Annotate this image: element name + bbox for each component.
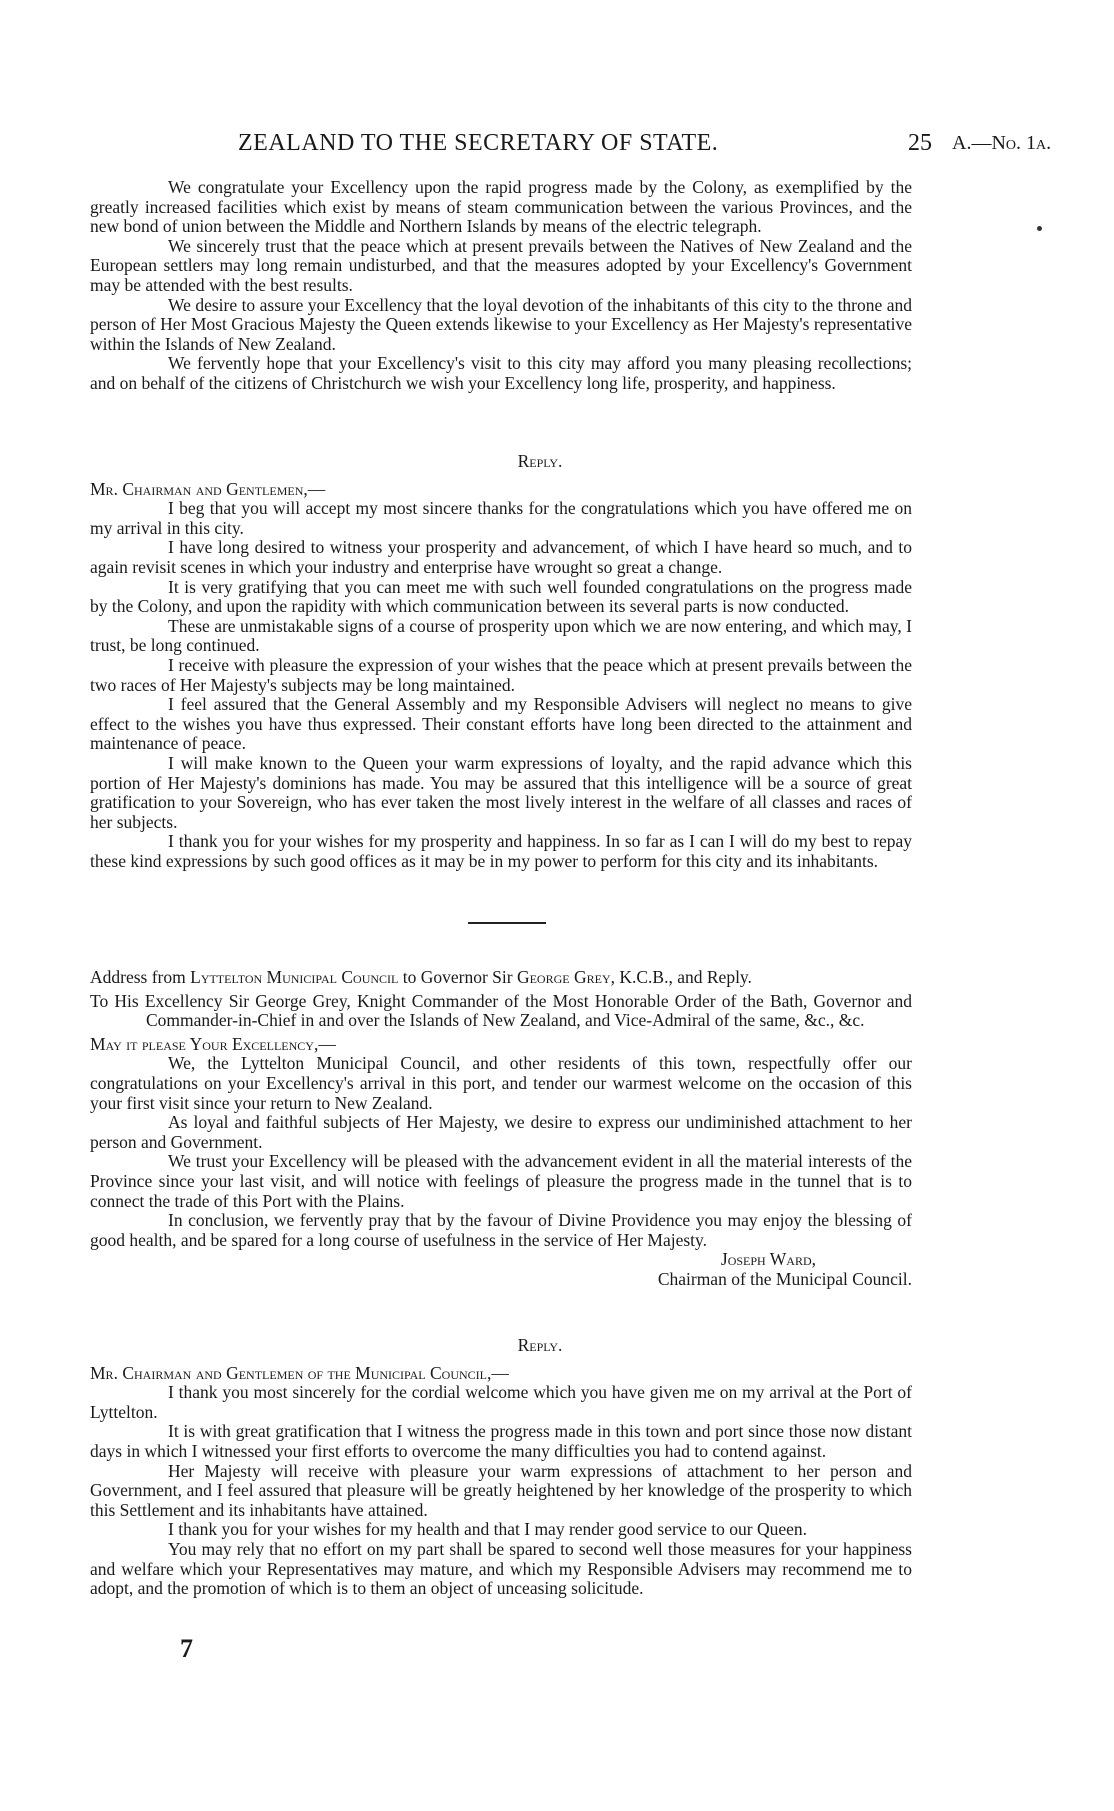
paragraph: We trust your Excellency will be pleased with the advancement evident in all the material interests of the Province since your last visit, and will notice with feelings of pleasure the progress made in the tunnel that is to connect the trade of this Port with the Plains.: [90, 1151, 912, 1211]
reply-heading: Reply.: [517, 1335, 563, 1355]
address-continuation: [90, 178, 912, 394]
paragraph: You may rely that no effort on my part shall be spared to second well those measures for your happiness and welfare which your Representatives may mature, and which my Responsible Advisers may recommend me to adopt, and the promotion of which is to them an object of unceasing solicitude.: [90, 1538, 912, 1599]
paragraph: I beg that you will accept my most sincere thanks for the congratulations which you have offered me on my arrival in this city.: [90, 498, 912, 538]
paragraph: In conclusion, we fervently pray that by the favour of Divine Providence you may enjoy the blessing of good health, and be spared for a long course of usefulness in the service of Her Majesty.: [90, 1210, 912, 1250]
reply-salutation: Mr. Chairman and Gentlemen of the Municipal Council,—: [90, 1362, 509, 1383]
running-title: ZEALAND TO THE SECRETARY OF STATE.: [238, 130, 719, 156]
reply-section-2: [90, 1336, 912, 1599]
lyttelton-address: [90, 968, 912, 1290]
section-divider: [468, 922, 546, 924]
paragraph: It is very gratifying that you can meet me with such well founded congratulations on the progress made by the Colony, and upon the rapidity with which communication between its several parts is now conducted.: [90, 576, 912, 617]
address-recipient: To His Excellency Sir George Grey, Knight Commander of the Most Honorable Order of the Bath, Governor and Commander-in-Chief in and over the Islands of New Zealand, and Vice-Admiral of the same, &c., &c.: [90, 990, 912, 1031]
reply-heading: Reply.: [517, 451, 563, 471]
reply-section-1: [90, 452, 912, 871]
signature-title: Chairman of the Municipal Council.: [657, 1268, 912, 1289]
margin-dot: [1037, 226, 1042, 231]
signature-name: Joseph Ward,: [720, 1249, 816, 1270]
document-reference: A.—No. 1a.: [952, 132, 1052, 154]
paragraph: I receive with pleasure the expression of your wishes that the peace which at present prevails between the two races of Her Majesty's subjects may be long maintained.: [90, 654, 912, 695]
paragraph: I feel assured that the General Assembly and my Responsible Advisers will neglect no means to give effect to the wishes you have thus expressed. Their constant efforts have long been directed to the attainment and maintenance of peace.: [90, 694, 912, 754]
page-number: 25: [908, 130, 932, 156]
paragraph: We fervently hope that your Excellency's visit to this city may afford you many pleasing recollections; and on behalf of the citizens of Christchurch we wish your Excellency long life, prosperity, and happiness.: [90, 353, 912, 393]
paragraph: It is with great gratification that I witness the progress made in this town and port since those now distant days in which I witnessed your first efforts to overcome the many difficulties you had to contend against.: [90, 1421, 912, 1461]
address-salutation: May it please Your Excellency,—: [90, 1033, 336, 1054]
paragraph: I will make known to the Queen your warm expressions of loyalty, and the rapid advance which this portion of Her Majesty's dominions has made. You may be assured that this intelligence will be a source of great gratification to your Sovereign, who has ever taken the most lively interest in the welfare of all classes and races of her subjects.: [90, 752, 912, 832]
paragraph: We sincerely trust that the peace which at present prevails between the Natives of New Zealand and the European settlers may long remain undisturbed, and that the measures adopted by your Excellency's Government may be attended with the best results.: [90, 235, 912, 295]
paragraph: We desire to assure your Excellency that the loyal devotion of the inhabitants of this city to the throne and person of Her Most Gracious Majesty the Queen extends likewise to your Excellency as Her Majesty's representative within the Islands of New Zealand.: [90, 294, 912, 354]
paragraph: I have long desired to witness your prosperity and advancement, of which I have heard so much, and to again revisit scenes in which your industry and enterprise have wrought so great a change.: [90, 537, 912, 577]
page-header: [0, 130, 1114, 160]
reply-salutation: Mr. Chairman and Gentlemen,—: [90, 478, 326, 499]
paragraph: I thank you for your wishes for my health and that I may render good service to our Queen.: [168, 1519, 808, 1540]
paragraph: We, the Lyttelton Municipal Council, and other residents of this town, respectfully offer our congratulations on your Excellency's arrival in this port, and tender our warmest welcome on the occasion of this your first visit since your return to New Zealand.: [90, 1053, 912, 1113]
paragraph: We congratulate your Excellency upon the rapid progress made by the Colony, as exemplified by the greatly increased facilities which exist by means of steam communication between the various Provinces, and the new bond of union between the Middle and Northern Islands by means of the electric telegraph.: [90, 177, 912, 237]
paragraph: These are unmistakable signs of a course of prosperity upon which we are now entering, and which may, I trust, be long continued.: [90, 615, 912, 656]
paragraph: Her Majesty will receive with pleasure your warm expressions of attachment to her person and Government, and I feel assured that pleasure will be greatly heightened by her knowledge of the prosperity to which this Settlement and its inhabitants have attained.: [90, 1460, 912, 1520]
signature-mark: 7: [180, 1634, 193, 1663]
paragraph: I thank you most sincerely for the cordial welcome which you have given me on my arrival at the Port of Lyttelton.: [90, 1382, 912, 1422]
paragraph: I thank you for your wishes for my prosperity and happiness. In so far as I can I will do my best to repay these kind expressions by such good offices as it may be in my power to perform for this city and its inhabitants.: [90, 831, 912, 871]
paragraph: As loyal and faithful subjects of Her Majesty, we desire to express our undiminished attachment to her person and Government.: [90, 1112, 912, 1152]
address-title: Address from Lyttelton Municipal Council to Governor Sir George Grey, K.C.B., and Reply.: [90, 967, 752, 987]
